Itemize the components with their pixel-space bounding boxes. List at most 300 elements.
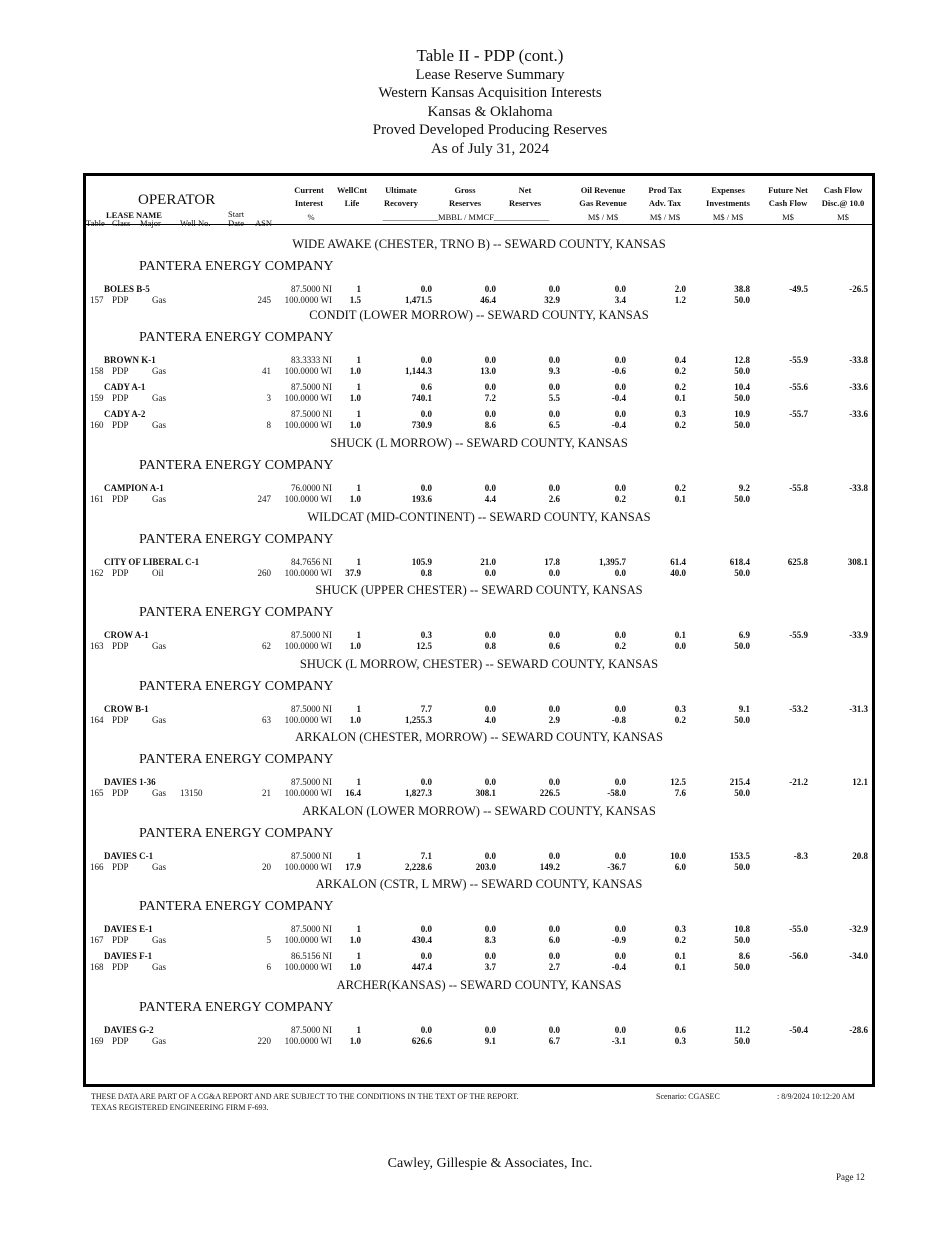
cell-tax1: 0.2 — [674, 382, 686, 392]
cell-rev1: 0.0 — [614, 851, 626, 861]
header-expenses: Expenses — [711, 185, 745, 195]
reserve-class: PDP — [112, 862, 129, 872]
cell-fut: -55.9 — [789, 355, 808, 365]
cell-exp1: 618.4 — [729, 557, 750, 567]
asn-number: 63 — [262, 715, 271, 725]
header-investments: Investments — [706, 198, 750, 208]
cell-gr2: 8.6 — [484, 420, 496, 430]
cell-ult1: 0.0 — [420, 924, 432, 934]
title-line-3: Western Kansas Acquisition Interests — [378, 85, 602, 101]
header-asn: ASN — [255, 218, 273, 228]
major-product: Gas — [152, 641, 166, 651]
footer-company: Cawley, Gillespie & Associates, Inc. — [387, 1156, 593, 1171]
cell-int1: 87.5000 NI — [291, 704, 332, 714]
cell-int2: 100.0000 WI — [284, 393, 332, 403]
asn-number: 245 — [257, 295, 271, 305]
cell-gr1: 0.0 — [484, 1025, 496, 1035]
cell-disc: -33.6 — [849, 409, 868, 419]
table-row — [86, 950, 872, 976]
cell-nt1: 0.0 — [548, 355, 560, 365]
cell-fut: -55.9 — [789, 630, 808, 640]
reserve-class: PDP — [112, 935, 129, 945]
lease-name: DAVIES 1-36 — [104, 777, 156, 787]
footer-scenario: Scenario: CGASEC — [656, 1092, 720, 1101]
table-header — [86, 176, 872, 228]
cell-tax1: 0.3 — [674, 924, 686, 934]
title-line-5: Proved Developed Producing Reserves — [372, 122, 608, 138]
cell-ult1: 0.0 — [420, 951, 432, 961]
operator-name: PANTERA ENERGY COMPANY — [139, 458, 334, 473]
cell-nt1: 0.0 — [548, 483, 560, 493]
cell-ult1: 0.0 — [420, 777, 432, 787]
cell-gr1: 0.0 — [484, 704, 496, 714]
cell-exp1: 8.6 — [738, 951, 750, 961]
cell-ult1: 105.9 — [411, 557, 432, 567]
lease-name: BOLES B-5 — [104, 284, 150, 294]
cell-nt1: 0.0 — [548, 704, 560, 714]
asn-number: 6 — [266, 962, 271, 972]
major-product: Gas — [152, 295, 166, 305]
cell-nt2: 149.2 — [539, 862, 560, 872]
header-cash-flow-2: Cash Flow — [823, 185, 863, 195]
cell-gr1: 0.0 — [484, 851, 496, 861]
cell-life: 1.0 — [349, 935, 361, 945]
cell-exp2: 50.0 — [734, 1036, 750, 1046]
lease-name: CROW A-1 — [104, 630, 149, 640]
cell-rev1: 0.0 — [614, 630, 626, 640]
cell-disc: -33.9 — [849, 630, 868, 640]
cell-rev1: 0.0 — [614, 483, 626, 493]
cell-int2: 100.0000 WI — [284, 641, 332, 651]
cell-gr1: 0.0 — [484, 355, 496, 365]
cell-gr2: 4.0 — [484, 715, 496, 725]
cell-int2: 100.0000 WI — [284, 962, 332, 972]
cell-nt1: 0.0 — [548, 777, 560, 787]
cell-int1: 83.3333 NI — [291, 355, 332, 365]
table-row — [86, 381, 872, 407]
cell-tax1: 0.3 — [674, 704, 686, 714]
cell-rev2: -58.0 — [607, 788, 626, 798]
lease-name: DAVIES C-1 — [104, 851, 154, 861]
cell-gr2: 4.4 — [484, 494, 496, 504]
cell-exp1: 9.2 — [738, 483, 750, 493]
cell-gr2: 0.0 — [484, 568, 496, 578]
cell-int1: 87.5000 NI — [291, 409, 332, 419]
cell-fut: -8.3 — [793, 851, 808, 861]
cell-int2: 100.0000 WI — [284, 295, 332, 305]
cell-tax2: 6.0 — [674, 862, 686, 872]
asn-number: 62 — [262, 641, 271, 651]
cell-exp1: 6.9 — [738, 630, 750, 640]
cell-ult2: 740.1 — [411, 393, 432, 403]
table-number: 157 — [90, 295, 104, 305]
cell-life: 1.0 — [349, 641, 361, 651]
cell-gr2: 13.0 — [480, 366, 496, 376]
table-number: 160 — [90, 420, 104, 430]
cell-ult2: 1,255.3 — [405, 715, 432, 725]
cell-int1: 87.5000 NI — [291, 382, 332, 392]
lease-name: CAMPION A-1 — [104, 483, 164, 493]
header-operator: OPERATOR — [138, 192, 216, 208]
cell-gr1: 0.0 — [484, 284, 496, 294]
cell-exp2: 50.0 — [734, 641, 750, 651]
cell-rev2: 0.2 — [614, 494, 626, 504]
cell-int2: 100.0000 WI — [284, 568, 332, 578]
table-row — [86, 923, 872, 949]
cell-disc: 308.1 — [847, 557, 868, 567]
cell-exp1: 10.9 — [734, 409, 750, 419]
cell-rev2: -0.4 — [611, 420, 626, 430]
cell-life: 1.0 — [349, 494, 361, 504]
cell-fut: -55.6 — [789, 382, 808, 392]
header-net: Net — [518, 185, 532, 195]
cell-nt1: 0.0 — [548, 630, 560, 640]
header-table: Table — [86, 218, 105, 228]
field-heading: CONDIT (LOWER MORROW) -- SEWARD COUNTY, KANSAS — [309, 308, 649, 322]
table-number: 166 — [90, 862, 104, 872]
cell-rev1: 0.0 — [614, 284, 626, 294]
cell-exp2: 50.0 — [734, 295, 750, 305]
field-heading: WILDCAT (MID-CONTINENT) -- SEWARD COUNTY, KANSAS — [307, 510, 651, 524]
cell-exp2: 50.0 — [734, 393, 750, 403]
major-product: Gas — [152, 494, 166, 504]
major-product: Gas — [152, 393, 166, 403]
cell-rev1: 0.0 — [614, 355, 626, 365]
cell-exp2: 50.0 — [734, 420, 750, 430]
cell-exp1: 10.4 — [734, 382, 750, 392]
asn-number: 220 — [257, 1036, 271, 1046]
cell-gr2: 8.3 — [484, 935, 496, 945]
cell-rev2: -0.4 — [611, 393, 626, 403]
field-heading: ARCHER(KANSAS) -- SEWARD COUNTY, KANSAS — [336, 978, 622, 992]
cell-disc: -34.0 — [849, 951, 868, 961]
asn-number: 5 — [266, 935, 271, 945]
table-number: 158 — [90, 366, 104, 376]
cell-life: 1.0 — [349, 366, 361, 376]
major-product: Gas — [152, 862, 166, 872]
operator-name: PANTERA ENERGY COMPANY — [139, 605, 334, 620]
cell-nt1: 0.0 — [548, 924, 560, 934]
cell-int1: 87.5000 NI — [291, 284, 332, 294]
reserve-class: PDP — [112, 393, 129, 403]
cell-cnt: 1 — [356, 409, 361, 419]
cell-fut: -55.8 — [789, 483, 808, 493]
reserve-class: PDP — [112, 641, 129, 651]
major-product: Gas — [152, 935, 166, 945]
cell-gr1: 0.0 — [484, 382, 496, 392]
cell-rev1: 0.0 — [614, 924, 626, 934]
cell-gr1: 0.0 — [484, 924, 496, 934]
table-number: 168 — [90, 962, 104, 972]
cell-cnt: 1 — [356, 382, 361, 392]
cell-tax2: 0.2 — [674, 366, 686, 376]
field-heading: ARKALON (LOWER MORROW) -- SEWARD COUNTY, KANSAS — [302, 804, 656, 818]
cell-tax2: 0.2 — [674, 715, 686, 725]
cell-cnt: 1 — [356, 1025, 361, 1035]
major-product: Gas — [152, 715, 166, 725]
operator-name: PANTERA ENERGY COMPANY — [139, 532, 334, 547]
operator-name: PANTERA ENERGY COMPANY — [139, 679, 334, 694]
reserve-class: PDP — [112, 715, 129, 725]
cell-gr2: 308.1 — [475, 788, 496, 798]
cell-cnt: 1 — [356, 951, 361, 961]
cell-cnt: 1 — [356, 630, 361, 640]
cell-nt1: 0.0 — [548, 851, 560, 861]
cell-cnt: 1 — [356, 557, 361, 567]
header-gross: Gross — [454, 185, 476, 195]
cell-exp2: 50.0 — [734, 494, 750, 504]
title-line-4: Kansas & Oklahoma — [427, 104, 553, 120]
cell-nt2: 2.7 — [548, 962, 560, 972]
cell-fut: -21.2 — [789, 777, 808, 787]
header-ultimate: Ultimate — [385, 185, 417, 195]
title-line-1: Table II - PDP (cont.) — [416, 46, 564, 65]
cell-exp2: 50.0 — [734, 862, 750, 872]
cell-rev2: -3.1 — [611, 1036, 626, 1046]
cell-int2: 100.0000 WI — [284, 366, 332, 376]
header-life: Life — [344, 198, 360, 208]
cell-tax2: 1.2 — [674, 295, 686, 305]
header-future-net: Future Net — [768, 185, 808, 195]
cell-nt2: 6.5 — [548, 420, 560, 430]
cell-cnt: 1 — [356, 851, 361, 861]
reserve-class: PDP — [112, 1036, 129, 1046]
major-product: Gas — [152, 788, 166, 798]
cell-cnt: 1 — [356, 355, 361, 365]
table-number: 165 — [90, 788, 104, 798]
header-major: Major — [140, 218, 161, 228]
reserve-class: PDP — [112, 962, 129, 972]
cell-ult2: 1,144.3 — [405, 366, 432, 376]
field-heading: ARKALON (CHESTER, MORROW) -- SEWARD COUNTY, KANSAS — [295, 730, 663, 744]
field-heading: SHUCK (L MORROW, CHESTER) -- SEWARD COUNTY, KANSAS — [299, 657, 659, 671]
cell-gr2: 46.4 — [480, 295, 496, 305]
reserve-class: PDP — [112, 366, 129, 376]
lease-name: CITY OF LIBERAL C-1 — [104, 557, 200, 567]
major-product: Gas — [152, 962, 166, 972]
cell-disc: 20.8 — [852, 851, 868, 861]
cell-life: 1.0 — [349, 420, 361, 430]
cell-gr2: 3.7 — [484, 962, 496, 972]
cell-tax1: 0.3 — [674, 409, 686, 419]
cell-int2: 100.0000 WI — [284, 494, 332, 504]
header-date: Date — [228, 218, 245, 228]
cell-ult2: 1,471.5 — [405, 295, 432, 305]
cell-int2: 100.0000 WI — [284, 420, 332, 430]
cell-gr2: 0.8 — [484, 641, 496, 651]
cell-int2: 100.0000 WI — [284, 935, 332, 945]
header-class: Class — [112, 218, 131, 228]
lease-name: CROW B-1 — [104, 704, 149, 714]
cell-int2: 100.0000 WI — [284, 788, 332, 798]
cell-exp2: 50.0 — [734, 715, 750, 725]
cell-int1: 87.5000 NI — [291, 851, 332, 861]
table-number: 161 — [90, 494, 104, 504]
cell-ult2: 430.4 — [411, 935, 432, 945]
cell-life: 1.0 — [349, 962, 361, 972]
cell-int1: 87.5000 NI — [291, 777, 332, 787]
cell-tax2: 0.3 — [674, 1036, 686, 1046]
table-row — [86, 1024, 872, 1050]
cell-gr1: 0.0 — [484, 777, 496, 787]
header-recovery: Recovery — [384, 198, 418, 208]
table-row — [86, 408, 872, 434]
cell-nt2: 2.6 — [548, 494, 560, 504]
cell-ult1: 0.0 — [420, 284, 432, 294]
cell-gr2: 203.0 — [475, 862, 496, 872]
cell-nt2: 0.6 — [548, 641, 560, 651]
operator-name: PANTERA ENERGY COMPANY — [139, 259, 334, 274]
cell-nt1: 0.0 — [548, 1025, 560, 1035]
cell-tax2: 40.0 — [670, 568, 686, 578]
reserve-class: PDP — [112, 295, 129, 305]
cell-nt1: 0.0 — [548, 951, 560, 961]
cell-cnt: 1 — [356, 924, 361, 934]
table-number: 162 — [90, 568, 104, 578]
cell-disc: -32.9 — [849, 924, 868, 934]
table-number: 163 — [90, 641, 104, 651]
table-row — [86, 354, 872, 380]
header-pct: % — [307, 212, 315, 222]
header-wellcnt: WellCnt — [336, 185, 368, 195]
cell-ult2: 626.6 — [411, 1036, 432, 1046]
cell-int1: 76.0000 NI — [291, 483, 332, 493]
major-product: Gas — [152, 366, 166, 376]
field-heading: ARKALON (CSTR, L MRW) -- SEWARD COUNTY, KANSAS — [315, 877, 643, 891]
cell-exp2: 50.0 — [734, 366, 750, 376]
lease-name: DAVIES F-1 — [104, 951, 153, 961]
cell-ult1: 0.0 — [420, 1025, 432, 1035]
asn-number: 20 — [262, 862, 271, 872]
lease-name: CADY A-2 — [104, 409, 146, 419]
table-number: 159 — [90, 393, 104, 403]
cell-disc: -31.3 — [849, 704, 868, 714]
cell-rev2: -0.8 — [611, 715, 626, 725]
lease-name: DAVIES G-2 — [104, 1025, 154, 1035]
cell-rev1: 0.0 — [614, 1025, 626, 1035]
header-ms-1: M$ / M$ — [587, 212, 619, 222]
cell-cnt: 1 — [356, 483, 361, 493]
cell-ult1: 0.0 — [420, 483, 432, 493]
cell-ult1: 0.0 — [420, 409, 432, 419]
operator-name: PANTERA ENERGY COMPANY — [139, 826, 334, 841]
cell-ult1: 7.1 — [420, 851, 432, 861]
cell-disc: -28.6 — [849, 1025, 868, 1035]
cell-disc: -33.8 — [849, 355, 868, 365]
cell-fut: -55.7 — [789, 409, 808, 419]
cell-nt1: 17.8 — [544, 557, 560, 567]
cell-exp1: 215.4 — [729, 777, 750, 787]
cell-int1: 86.5156 NI — [291, 951, 332, 961]
lease-name: BROWN K-1 — [104, 355, 156, 365]
cell-gr1: 0.0 — [484, 483, 496, 493]
reserve-class: PDP — [112, 420, 129, 430]
title-line-6: As of July 31, 2024 — [431, 141, 549, 157]
header-gross-reserves: Reserves — [448, 198, 482, 208]
cell-tax2: 0.0 — [674, 641, 686, 651]
cell-life: 17.9 — [345, 862, 361, 872]
cell-ult1: 7.7 — [420, 704, 432, 714]
asn-number: 8 — [266, 420, 271, 430]
cell-exp1: 9.1 — [738, 704, 750, 714]
header-interest: Interest — [294, 198, 324, 208]
reserve-class: PDP — [112, 568, 129, 578]
cell-gr2: 9.1 — [484, 1036, 496, 1046]
header-lease-name: LEASE NAME — [106, 210, 162, 220]
cell-rev1: 1,395.7 — [599, 557, 626, 567]
cell-rev2: -0.4 — [611, 962, 626, 972]
cell-tax1: 0.2 — [674, 483, 686, 493]
cell-disc: -26.5 — [849, 284, 868, 294]
cell-cnt: 1 — [356, 777, 361, 787]
cell-life: 1.0 — [349, 393, 361, 403]
cell-fut: 625.8 — [787, 557, 808, 567]
cell-fut: -55.0 — [789, 924, 808, 934]
operator-name: PANTERA ENERGY COMPANY — [139, 330, 334, 345]
cell-nt2: 9.3 — [548, 366, 560, 376]
cell-cnt: 1 — [356, 704, 361, 714]
table-number: 164 — [90, 715, 104, 725]
operator-name: PANTERA ENERGY COMPANY — [139, 1000, 334, 1015]
cell-int1: 84.7656 NI — [291, 557, 332, 567]
cell-tax2: 0.2 — [674, 935, 686, 945]
cell-tax1: 12.5 — [670, 777, 686, 787]
cell-nt1: 0.0 — [548, 284, 560, 294]
cell-tax1: 61.4 — [670, 557, 686, 567]
cell-ult2: 730.9 — [411, 420, 432, 430]
reserve-class: PDP — [112, 788, 129, 798]
cell-fut: -49.5 — [789, 284, 808, 294]
cell-nt2: 0.0 — [548, 568, 560, 578]
header-cash-flow: Cash Flow — [768, 198, 808, 208]
table-number: 169 — [90, 1036, 104, 1046]
cell-gr2: 7.2 — [484, 393, 496, 403]
cell-int2: 100.0000 WI — [284, 1036, 332, 1046]
header-units: _____________MBBL / MMCF_____________ — [382, 212, 550, 222]
cell-rev1: 0.0 — [614, 704, 626, 714]
cell-exp1: 153.5 — [729, 851, 750, 861]
cell-rev1: 0.0 — [614, 777, 626, 787]
cell-ult2: 1,827.3 — [405, 788, 432, 798]
table-row — [86, 482, 872, 508]
operator-name: PANTERA ENERGY COMPANY — [139, 752, 334, 767]
cell-ult1: 0.6 — [420, 382, 432, 392]
footer-timestamp: : 8/9/2024 10:12:20 AM — [777, 1092, 855, 1101]
report-table-frame — [83, 173, 875, 1087]
asn-number: 260 — [257, 568, 271, 578]
table-row — [86, 556, 872, 582]
cell-nt2: 6.7 — [548, 1036, 560, 1046]
cell-tax1: 10.0 — [670, 851, 686, 861]
cell-tax1: 0.1 — [674, 630, 686, 640]
header-oil-revenue: Oil Revenue — [580, 185, 626, 195]
asn-number: 41 — [262, 366, 271, 376]
major-product: Gas — [152, 1036, 166, 1046]
cell-exp2: 50.0 — [734, 568, 750, 578]
cell-rev2: -0.9 — [611, 935, 626, 945]
cell-ult2: 447.4 — [411, 962, 432, 972]
cell-disc: -33.8 — [849, 483, 868, 493]
cell-tax2: 0.1 — [674, 962, 686, 972]
cell-exp2: 50.0 — [734, 935, 750, 945]
header-ms-2: M$ / M$ — [649, 212, 681, 222]
asn-number: 247 — [257, 494, 271, 504]
cell-exp1: 12.8 — [734, 355, 750, 365]
cell-int2: 100.0000 WI — [284, 715, 332, 725]
major-product: Oil — [152, 568, 164, 578]
cell-disc: 12.1 — [852, 777, 868, 787]
title-line-2: Lease Reserve Summary — [415, 67, 565, 83]
